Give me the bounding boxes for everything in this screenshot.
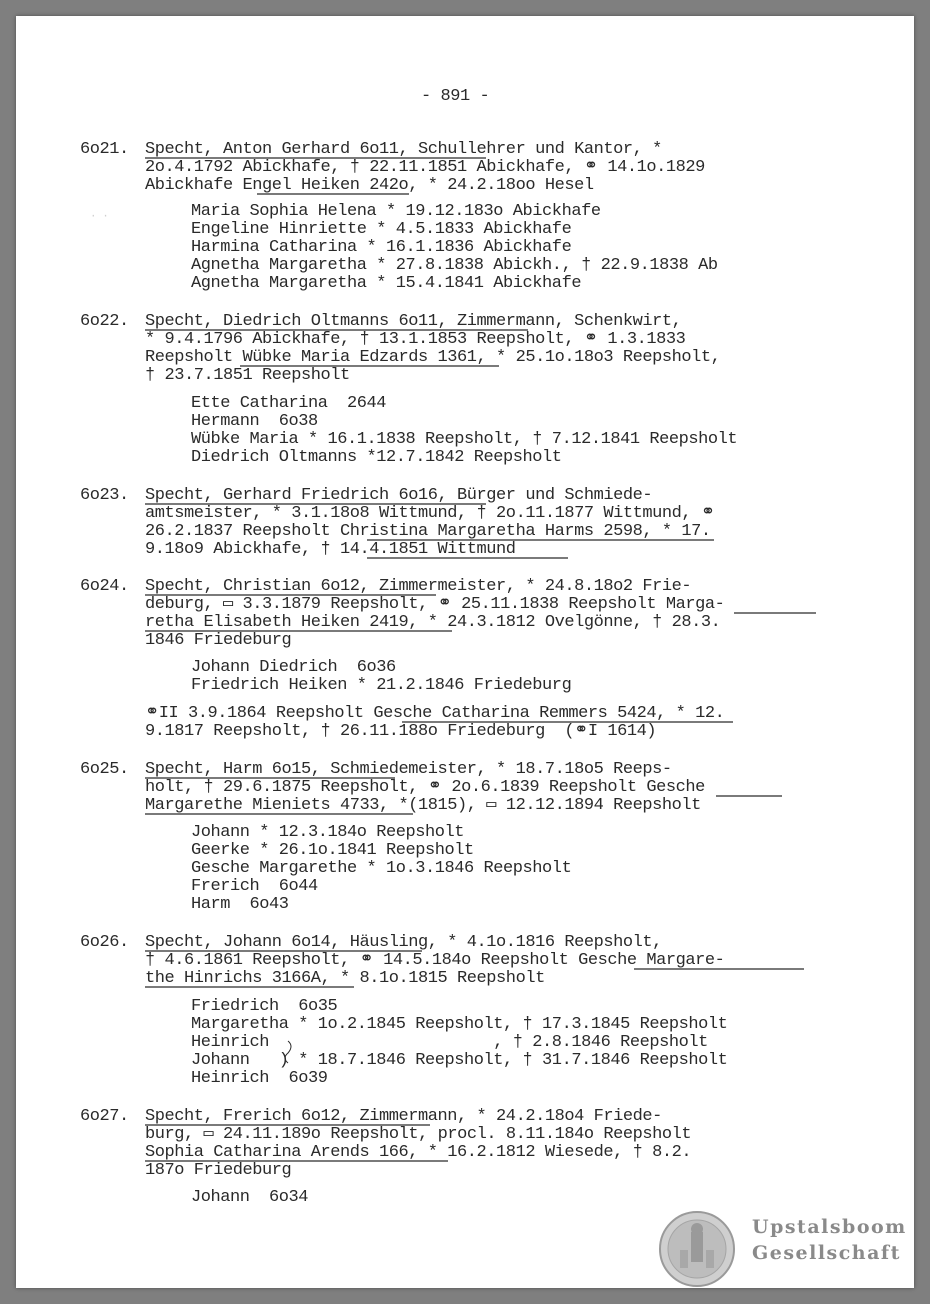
child-line: Agnetha Margaretha * 27.8.1838 Abickh., † 22.9.1838 Ab xyxy=(191,256,718,275)
entry-line: 9.18o9 Abickhafe, † 14.4.1851 Wittmund xyxy=(145,540,516,559)
child-line: Friedrich 6o35 xyxy=(191,997,338,1016)
entry-number: 6o21. xyxy=(80,140,129,159)
child-line: Diedrich Oltmanns *12.7.1842 Reepsholt xyxy=(191,448,562,467)
entry-number: 6o24. xyxy=(80,577,129,596)
entry-line: holt, † 29.6.1875 Reepsholt, ⚭ 2o.6.1839 Reepsholt Gesche xyxy=(145,778,705,797)
child-line: Ette Catharina 2644 xyxy=(191,394,387,413)
child-line: Heinrich , † 2.8.1846 Reepsholt xyxy=(191,1033,708,1052)
child-line: Harm 6o43 xyxy=(191,895,289,914)
entry-number: 6o25. xyxy=(80,760,129,779)
child-line: Maria Sophia Helena * 19.12.183o Abickhafe xyxy=(191,202,601,221)
child-line: Frerich 6o44 xyxy=(191,877,318,896)
child-line: Johann * 12.3.184o Reepsholt xyxy=(191,823,465,842)
child-line: Friedrich Heiken * 21.2.1846 Friedeburg xyxy=(191,676,572,695)
entry-line: Margarethe Mieniets 4733, *(1815), ▭ 12.12.1894 Reepsholt xyxy=(145,796,701,815)
entry-line: Specht, Harm 6o15, Schmiedemeister, * 18.7.18o5 Reeps- xyxy=(145,760,672,779)
child-line: Heinrich 6o39 xyxy=(191,1069,328,1088)
document-page xyxy=(16,16,914,1288)
entry-line: 1846 Friedeburg xyxy=(145,631,292,650)
child-line: Johann 6o34 xyxy=(191,1188,309,1207)
child-line: Engeline Hinriette * 4.5.1833 Abickhafe xyxy=(191,220,572,239)
document-content xyxy=(16,16,914,1288)
entry-number: 6o23. xyxy=(80,486,129,505)
entry-line: burg, ▭ 24.11.189o Reepsholt, procl. 8.11.184o Reepsholt xyxy=(145,1125,692,1144)
entry-line: amtsmeister, * 3.1.18o8 Wittmund, † 2o.11.1877 Wittmund, ⚭ xyxy=(145,504,715,523)
child-line: Harmina Catharina * 16.1.1836 Abickhafe xyxy=(191,238,572,257)
logo-text-line2: Gesellschaft xyxy=(752,1242,901,1264)
child-line: Johann Diedrich 6o36 xyxy=(191,658,396,677)
entry-line: Sophia Catharina Arends 166, * 16.2.1812 Wiesede, † 8.2. xyxy=(145,1143,692,1162)
entry-line: 2o.4.1792 Abickhafe, † 22.11.1851 Abickhafe, ⚭ 14.1o.1829 xyxy=(145,158,705,177)
entry-line: Specht, Frerich 6o12, Zimmermann, * 24.2.18o4 Friede- xyxy=(145,1107,662,1126)
child-line: Agnetha Margaretha * 15.4.1841 Abickhafe xyxy=(191,274,582,293)
second-marriage-line: ⚭II 3.9.1864 Reepsholt Gesche Catharina Remmers 5424, * 12. xyxy=(145,704,725,723)
entry-line: deburg, ▭ 3.3.1879 Reepsholt, ⚭ 25.11.1838 Reepsholt Marga- xyxy=(145,595,725,614)
page-number: - 891 - xyxy=(421,87,490,106)
entry-number: 6o22. xyxy=(80,312,129,331)
child-line: Geerke * 26.1o.1841 Reepsholt xyxy=(191,841,474,860)
child-line: Johann ) * 18.7.1846 Reepsholt, † 31.7.1846 Reepsholt xyxy=(191,1051,728,1070)
child-line: Margaretha * 1o.2.1845 Reepsholt, † 17.3.1845 Reepsholt xyxy=(191,1015,728,1034)
entry-number: 6o27. xyxy=(80,1107,129,1126)
entry-line: Reepsholt Wübke Maria Edzards 1361, * 25.1o.18o3 Reepsholt, xyxy=(145,348,721,367)
entry-number: 6o26. xyxy=(80,933,129,952)
child-line: Hermann 6o38 xyxy=(191,412,318,431)
entry-line: * 9.4.1796 Abickhafe, † 13.1.1853 Reepsholt, ⚭ 1.3.1833 xyxy=(145,330,686,349)
child-line: Wübke Maria * 16.1.1838 Reepsholt, † 7.12.1841 Reepsholt xyxy=(191,430,738,449)
entry-line: Specht, Christian 6o12, Zimmermeister, * 24.8.18o2 Frie- xyxy=(145,577,692,596)
entry-line: † 23.7.1851 Reepsholt xyxy=(145,366,350,385)
margin-note: · · xyxy=(90,211,109,223)
entry-line: 187o Friedeburg xyxy=(145,1161,292,1180)
entry-line: Specht, Gerhard Friedrich 6o16, Bürger und Schmiede- xyxy=(145,486,653,505)
entry-line: the Hinrichs 3166A, * 8.1o.1815 Reepsholt xyxy=(145,969,545,988)
entry-line: Specht, Anton Gerhard 6o11, Schullehrer und Kantor, * xyxy=(145,140,662,159)
entry-line: retha Elisabeth Heiken 2419, * 24.3.1812 Ovelgönne, † 28.3. xyxy=(145,613,721,632)
logo-text-line1: Upstalsboom xyxy=(752,1216,907,1238)
entry-line: Specht, Johann 6o14, Häusling, * 4.1o.1816 Reepsholt, xyxy=(145,933,662,952)
entry-line: Specht, Diedrich Oltmanns 6o11, Zimmermann, Schenkwirt, xyxy=(145,312,682,331)
entry-line: † 4.6.1861 Reepsholt, ⚭ 14.5.184o Reepsholt Gesche Margare- xyxy=(145,951,725,970)
child-line: Gesche Margarethe * 1o.3.1846 Reepsholt xyxy=(191,859,572,878)
upstalsboom-seal-icon xyxy=(658,1210,736,1288)
entry-line: 26.2.1837 Reepsholt Christina Margaretha Harms 2598, * 17. xyxy=(145,522,711,541)
entry-line: Abickhafe Engel Heiken 242o, * 24.2.18oo Hesel xyxy=(145,176,594,195)
second-marriage-line: 9.1817 Reepsholt, † 26.11.188o Friedeburg (⚭I 1614) xyxy=(145,722,657,741)
